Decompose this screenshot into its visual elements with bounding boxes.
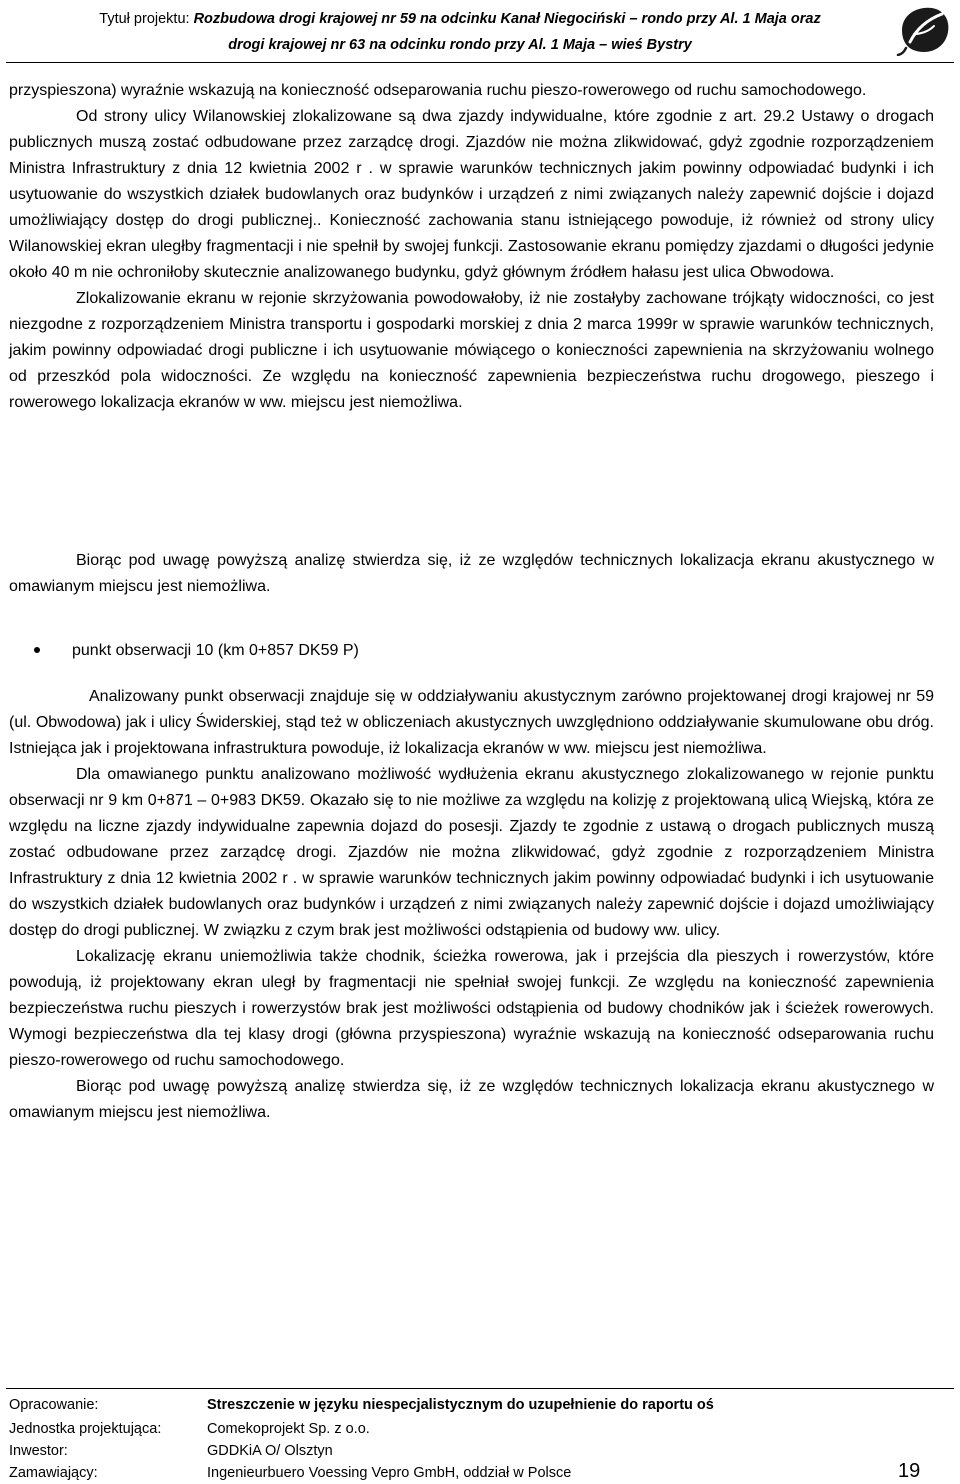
project-title [40, 6, 880, 58]
bullet-item [34, 638, 359, 664]
text-block-3 [9, 684, 934, 1126]
footer-divider [6, 1388, 954, 1389]
text-block-2 [9, 548, 934, 600]
footer-value: Streszczenie w języku niespecjalistycznym do uzupełnienie do raportu oś [207, 1397, 714, 1413]
paragraph: przyspieszona) wyraźnie wskazują na konieczność odseparowania ruchu pieszo-rowerowego od ruchu samochodowego. [9, 82, 867, 99]
footer-label: Inwestor: [9, 1443, 68, 1459]
paragraph: Lokalizację ekranu uniemożliwia także chodnik, ścieżka rowerowa, jak i przejścia dla pieszych i rowerzystów, które powodują, iż projektowany ekran uległ by fragmentacji nie spełniał swojej funkcji. Ze względu na konieczność zapewnienia bezpieczeństwa ruchu pieszych i rowerzystów brak jest możliwości odstąpienia od budowy chodników jak i ścieżek rowerowych. Wymogi bezpieczeństwa dla tej klasy drogi (główna przyspieszona) wyraźnie wskazują na konieczność odseparowania ruchu pieszo-rowerowego od ruchu samochodowego. [9, 948, 934, 1069]
paragraph: Od strony ulicy Wilanowskiej zlokalizowane są dwa zjazdy indywidualne, które zgodnie z art. 29.2 Ustawy o drogach publicznych muszą zostać odbudowane przez zarządcę drogi. Zjazdów nie można zlikwidować, gdyż zgodnie rozporządzeniem Ministra Infrastruktury z dnia 12 kwietnia 2002 r . w sprawie warunków technicznych jakim powinny odpowiadać budynki i ich usytuowanie do wszystkich działek budowlanych oraz budynków i urządzeń z nimi związanych należy zapewnić dojście i dojazd umożliwiający dostęp do drogi publicznej.. Konieczność zachowania stanu istniejącego powoduje, iż również od strony ulicy Wilanowskiej ekran uległby fragmentacji i nie spełnił by swojej funkcji. Zastosowanie ekranu pomiędzy zjazdami o długości jedynie około 40 m nie ochroniłoby skutecznie analizowanego budynku, gdyż głównym źródłem hałasu jest ulica Obwodowa. [9, 108, 934, 281]
footer-label: Zamawiający: [9, 1465, 98, 1481]
footer-value: Comekoprojekt Sp. z o.o. [207, 1421, 370, 1437]
header-divider [6, 62, 954, 63]
footer-label: Opracowanie: [9, 1397, 99, 1413]
footer-value: GDDKiA O/ Olsztyn [207, 1443, 333, 1459]
footer-label: Jednostka projektująca: [9, 1421, 162, 1437]
paragraph: Dla omawianego punktu analizowano możliwość wydłużenia ekranu akustycznego zlokalizowanego w rejonie punktu obserwacji nr 9 km 0+871 – 0+983 DK59. Okazało się to nie możliwe za względu na kolizję z projektowaną ulicą Wiejską, która ze względu na liczne zjazdy indywidualne zapewnia dojazd do posesji. Zjazdy te zgodnie z ustawą o drogach publicznych muszą zostać odbudowane przez zarządcę drogi. Zjazdów nie można zlikwidować, gdyż zgodnie z rozporządzeniem Ministra Infrastruktury z dnia 12 kwietnia 2002 r . w sprawie warunków technicznych jakim powinny odpowiadać budynki i ich usytuowanie do wszystkich działek budowlanych oraz budynków i urządzeń z nimi związanych należy zapewnić dojście i dojazd umożliwiający dostęp do drogi publicznej. W związku z czym brak jest możliwości odstąpienia od budowy ww. ulicy. [9, 766, 934, 939]
page-header [0, 0, 960, 62]
paragraph: Biorąc pod uwagę powyższą analizę stwierdza się, iż ze względów technicznych lokalizacja ekranu akustycznego w omawianym miejscu jest niemożliwa. [9, 1078, 934, 1121]
paragraph: Analizowany punkt obserwacji znajduje się w oddziaływaniu akustycznym zarówno projektowanej drogi krajowej nr 59 (ul. Obwodowa) jak i ulicy Świderskiej, stąd też w obliczeniach akustycznych uwzględniono oddziaływanie skumulowane obu dróg. Istniejąca jak i projektowana infrastruktura powoduje, iż lokalizacja ekranów w ww. miejscu jest niemożliwa. [9, 688, 934, 757]
paragraph: Zlokalizowanie ekranu w rejonie skrzyżowania powodowałoby, iż nie zostałyby zachowane trójkąty widoczności, co jest niezgodne z rozporządzeniem Ministra transportu i gospodarki morskiej z dnia 2 marca 1999r w sprawie warunków technicznych, jakim powinny odpowiadać drogi publiczne i ich usytuowanie mówiącego o konieczności zapewnienia na skrzyżowaniu wolnego od przeszkód pola widoczności. Ze względu na konieczność zapewnienia bezpieczeństwa ruchu drogowego, pieszego i rowerowego lokalizacja ekranów w ww. miejscu jest niemożliwa. [9, 290, 934, 411]
bullet-text: punkt obserwacji 10 (km 0+857 DK59 P) [72, 642, 359, 659]
project-title-line2: drogi krajowej nr 63 na odcinku rondo przy Al. 1 Maja – wieś Bystry [228, 37, 692, 53]
page-number: 19 [898, 1460, 921, 1482]
project-title-label: Tytuł projektu: [99, 11, 190, 27]
paragraph: Biorąc pod uwagę powyższą analizę stwierdza się, iż ze względów technicznych lokalizacja ekranu akustycznego w omawianym miejscu jest niemożliwa. [9, 552, 934, 595]
text-block-1 [9, 78, 934, 416]
footer-value: Ingenieurbuero Voessing Vepro GmbH, oddział w Polsce [207, 1465, 572, 1481]
bullet-icon [34, 647, 40, 653]
leaf-logo-icon [896, 4, 954, 56]
project-title-line1: Rozbudowa drogi krajowej nr 59 na odcinku Kanał Niegociński – rondo przy Al. 1 Maja oraz [193, 11, 821, 27]
page-footer [0, 1380, 960, 1483]
